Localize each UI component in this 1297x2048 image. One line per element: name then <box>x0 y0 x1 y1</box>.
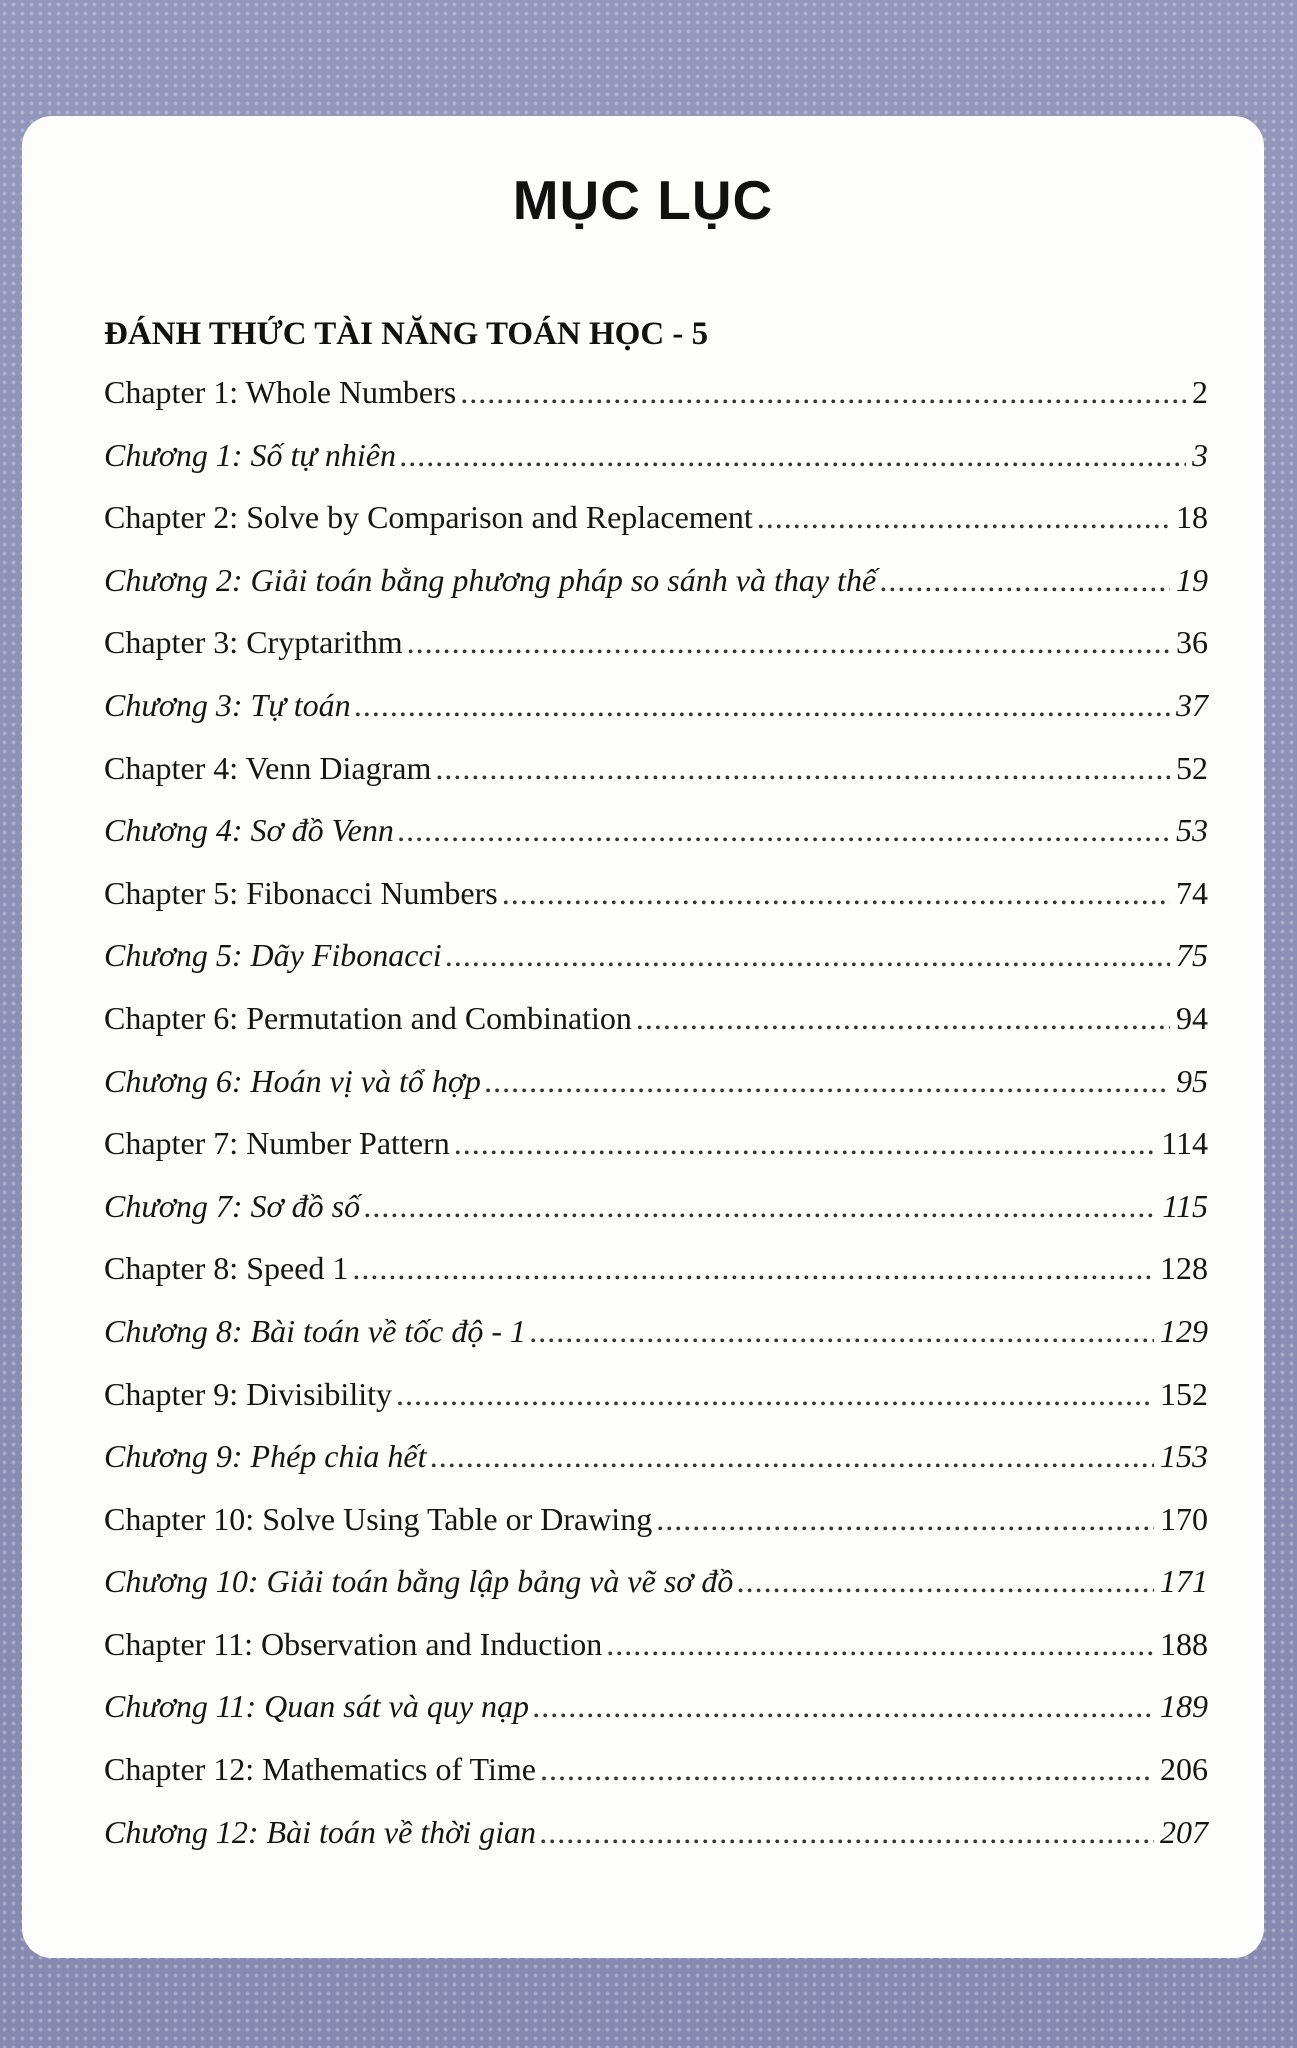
toc-entry-label: Chương 4: Sơ đồ Venn <box>104 812 394 849</box>
dot-leader <box>398 812 1170 849</box>
toc-entry[interactable] <box>104 1751 1208 1814</box>
toc-entry-page-number: 114 <box>1161 1125 1208 1162</box>
dot-leader <box>502 875 1170 912</box>
dot-leader <box>435 750 1170 787</box>
toc-entry[interactable] <box>104 687 1208 750</box>
dot-leader <box>540 1751 1154 1788</box>
toc-entry-label: Chapter 2: Solve by Comparison and Replacement <box>104 499 753 536</box>
toc-entry-page-number: 153 <box>1160 1438 1208 1475</box>
toc-entry-page-number: 94 <box>1176 999 1208 1036</box>
toc-entry-label: Chương 10: Giải toán bằng lập bảng và vẽ sơ đồ <box>104 1563 734 1600</box>
toc-entry-label: Chương 1: Số tự nhiên <box>104 436 396 473</box>
toc-entry[interactable] <box>104 562 1208 625</box>
page-sheet <box>22 116 1264 1958</box>
toc-entry-label: Chapter 10: Solve Using Table or Drawing <box>104 1500 653 1537</box>
toc-entry-page-number: 95 <box>1176 1062 1208 1099</box>
book-title: ĐÁNH THỨC TÀI NĂNG TOÁN HỌC - 5 <box>104 316 709 352</box>
toc-entry-label: Chapter 1: Whole Numbers <box>104 374 457 410</box>
dot-leader <box>355 687 1170 724</box>
table-of-contents <box>104 374 1208 1876</box>
dot-leader <box>485 1063 1170 1100</box>
dot-leader <box>352 1250 1154 1287</box>
dot-leader <box>530 1313 1154 1350</box>
toc-entry-label: Chapter 8: Speed 1 <box>104 1250 349 1287</box>
toc-entry-label: Chapter 7: Number Pattern <box>104 1125 450 1162</box>
toc-entry-label: Chapter 4: Venn Diagram <box>104 749 432 786</box>
toc-entry-page-number: 128 <box>1160 1250 1208 1287</box>
toc-entry-label: Chương 2: Giải toán bằng phương pháp so sánh và thay thế <box>104 561 877 598</box>
toc-entry[interactable] <box>104 1250 1208 1313</box>
toc-entry-label: Chapter 6: Permutation and Combination <box>104 999 632 1036</box>
dot-leader <box>636 1000 1170 1037</box>
toc-entry-label: Chapter 3: Cryptarithm <box>104 624 403 661</box>
toc-entry[interactable] <box>104 937 1208 1000</box>
dot-leader <box>430 1438 1154 1475</box>
toc-entry-page-number: 19 <box>1176 561 1208 598</box>
dot-leader <box>540 1814 1154 1851</box>
dot-leader <box>606 1626 1154 1663</box>
toc-entry-page-number: 53 <box>1176 812 1208 849</box>
dot-leader <box>364 1188 1156 1225</box>
toc-entry[interactable] <box>104 1814 1208 1877</box>
toc-entry-page-number: 52 <box>1176 749 1208 786</box>
toc-entry[interactable] <box>104 1626 1208 1689</box>
toc-entry[interactable] <box>104 1313 1208 1376</box>
toc-entry[interactable] <box>104 1063 1208 1126</box>
dot-leader <box>880 562 1170 599</box>
toc-entry-label: Chapter 5: Fibonacci Numbers <box>104 874 498 911</box>
toc-entry-label: Chương 7: Sơ đồ số <box>104 1187 361 1224</box>
toc-entry-label: Chapter 11: Observation and Induction <box>104 1625 603 1662</box>
toc-entry[interactable] <box>104 499 1208 562</box>
toc-entry[interactable] <box>104 624 1208 687</box>
toc-entry-label: Chương 6: Hoán vị và tổ hợp <box>104 1062 481 1099</box>
dot-leader <box>533 1688 1154 1725</box>
toc-entry-page-number: 171 <box>1160 1563 1208 1600</box>
toc-entry[interactable] <box>104 750 1208 813</box>
toc-entry-page-number: 2 <box>1192 374 1208 410</box>
dot-leader <box>737 1563 1154 1600</box>
dot-leader <box>460 374 1186 411</box>
toc-entry-page-number: 36 <box>1176 624 1208 661</box>
dot-leader <box>454 1125 1156 1162</box>
toc-entry[interactable] <box>104 1376 1208 1439</box>
toc-entry[interactable] <box>104 1688 1208 1751</box>
toc-entry-page-number: 189 <box>1160 1688 1208 1725</box>
toc-entry[interactable] <box>104 1501 1208 1564</box>
toc-entry-label: Chương 12: Bài toán về thời gian <box>104 1813 537 1850</box>
dot-leader <box>656 1501 1154 1538</box>
toc-entry[interactable] <box>104 437 1208 500</box>
dot-leader <box>396 1376 1154 1413</box>
toc-entry-page-number: 37 <box>1176 686 1208 723</box>
toc-entry-page-number: 188 <box>1160 1625 1208 1662</box>
toc-entry[interactable] <box>104 812 1208 875</box>
dot-leader <box>400 437 1186 474</box>
toc-entry[interactable] <box>104 374 1208 437</box>
dot-leader <box>446 937 1170 974</box>
toc-entry[interactable] <box>104 1563 1208 1626</box>
toc-entry-page-number: 74 <box>1176 874 1208 911</box>
dot-leader <box>407 624 1170 661</box>
toc-entry-page-number: 152 <box>1160 1375 1208 1412</box>
toc-entry-label: Chapter 12: Mathematics of Time <box>104 1751 536 1788</box>
toc-entry-label: Chương 5: Dãy Fibonacci <box>104 937 442 974</box>
toc-entry[interactable] <box>104 875 1208 938</box>
toc-entry-label: Chương 9: Phép chia hết <box>104 1438 427 1475</box>
page-title: MỤC LỤC <box>512 169 774 231</box>
toc-entry-page-number: 206 <box>1160 1751 1208 1788</box>
toc-entry[interactable] <box>104 1188 1208 1251</box>
toc-entry-page-number: 75 <box>1176 937 1208 974</box>
toc-entry-page-number: 115 <box>1162 1187 1208 1224</box>
toc-entry-page-number: 3 <box>1192 436 1208 473</box>
toc-entry-label: Chương 8: Bài toán về tốc độ - 1 <box>104 1312 527 1349</box>
toc-entry[interactable] <box>104 1438 1208 1501</box>
dot-leader <box>757 499 1170 536</box>
toc-entry-label: Chương 3: Tự toán <box>104 686 351 723</box>
toc-entry[interactable] <box>104 1125 1208 1188</box>
toc-entry-page-number: 207 <box>1160 1813 1208 1850</box>
toc-entry-page-number: 170 <box>1160 1500 1208 1537</box>
toc-entry-label: Chapter 9: Divisibility <box>104 1375 392 1412</box>
toc-entry-page-number: 129 <box>1160 1312 1208 1349</box>
toc-entry[interactable] <box>104 1000 1208 1063</box>
toc-entry-label: Chương 11: Quan sát và quy nạp <box>104 1688 530 1725</box>
toc-entry-page-number: 18 <box>1176 499 1208 536</box>
